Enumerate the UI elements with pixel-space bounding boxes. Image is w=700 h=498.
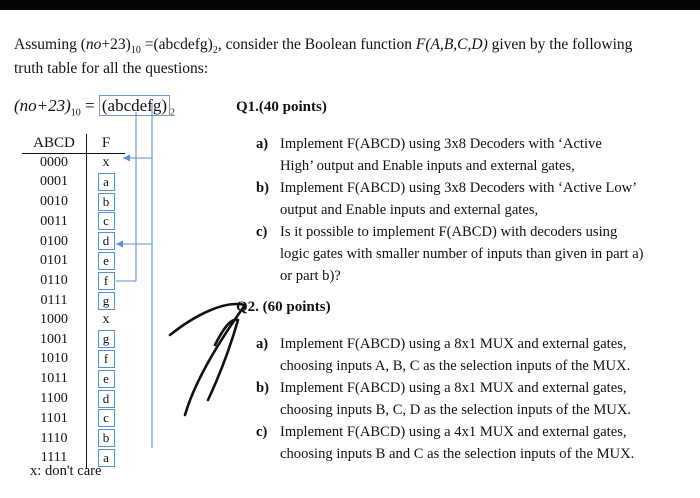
row-output: x	[102, 155, 110, 170]
q1-item-b-cont: output and Enable inputs and external gates,	[280, 202, 539, 218]
row-input: 1011	[22, 370, 87, 390]
intro-prefix: Assuming	[14, 36, 77, 53]
intro-no: no	[85, 36, 102, 53]
row-input: 1101	[22, 409, 87, 429]
q1-title: Q1.(40 points)	[236, 99, 327, 115]
intro-suffix: , consider the Boolean function	[217, 36, 412, 53]
q2-item-a-cont: choosing inputs A, B, C as the selection inputs of the MUX.	[280, 358, 631, 374]
row-input: 1110	[22, 429, 87, 449]
q2-items	[256, 333, 634, 465]
row-input: 0000	[22, 154, 87, 173]
row-output-boxed: d	[98, 232, 115, 250]
intro-plus23: +23	[101, 36, 126, 53]
row-output-boxed: f	[98, 272, 115, 290]
row-input: 0101	[22, 252, 87, 272]
row-input: 0001	[22, 173, 87, 193]
row-input: 1111	[22, 449, 87, 469]
equation-rhs-boxed: (abcdefg)	[99, 95, 170, 116]
row-output-boxed: d	[98, 390, 115, 408]
row-output-boxed: e	[98, 252, 115, 270]
row-input: 0011	[22, 212, 87, 232]
row-output-boxed: e	[98, 370, 115, 388]
q2-title: Q2. (60 points)	[236, 299, 331, 315]
row-output-boxed: b	[98, 193, 115, 211]
q1-item-c: c) Is it possible to implement F(ABCD) with decoders using	[256, 224, 618, 240]
row-output-boxed: a	[98, 449, 115, 467]
row-input: 1010	[22, 350, 87, 370]
row-input: 1001	[22, 330, 87, 350]
row-output-boxed: b	[98, 429, 115, 447]
q1-item-c-cont: logic gates with smaller number of inputs than given in part a)	[280, 246, 644, 262]
q1-item-a: a) Implement F(ABCD) using 3x8 Decoders with ‘Active	[256, 136, 602, 152]
q2-item-b: b) Implement F(ABCD) using a 8x1 MUX and external gates,	[256, 380, 627, 396]
intro-function: F(A,B,C,D)	[415, 36, 488, 53]
intro-rhs: (abcdefg)	[153, 36, 213, 53]
row-input: 0010	[22, 193, 87, 213]
intro-line-1: Assuming $(no+23)_{10}$ $=(abcdefg)_2$, consider the Boolean function F(A,B,C,D) given by the following	[14, 36, 633, 57]
row-input: 0100	[22, 232, 87, 252]
row-output-boxed: g	[98, 292, 115, 310]
row-output-boxed: f	[98, 350, 115, 368]
q2-item-a: a) Implement F(ABCD) using a 8x1 MUX and external gates,	[256, 336, 627, 352]
row-input: 1100	[22, 390, 87, 410]
row-output-boxed: g	[98, 330, 115, 348]
row-input: 0111	[22, 292, 87, 312]
row-output-boxed: a	[98, 173, 115, 191]
q2-item-c: c) Implement F(ABCD) using a 4x1 MUX and external gates,	[256, 424, 627, 440]
row-input: 1000	[22, 311, 87, 330]
q1-items	[256, 133, 644, 287]
intro-line-2: truth table for all the questions:	[14, 60, 209, 77]
q2-item-b-cont: choosing inputs B, C, D as the selection inputs of the MUX.	[280, 402, 632, 418]
row-output: x	[102, 312, 110, 328]
intro-base2: 2	[212, 45, 218, 57]
equation-left: (no+23)	[14, 96, 71, 115]
equation-base10: 10	[70, 107, 81, 119]
equation-base2: 2	[170, 107, 176, 119]
q2-item-c-cont: choosing inputs B and C as the selection inputs of the MUX.	[280, 446, 635, 462]
row-input: 0110	[22, 272, 87, 292]
q1-item-c-cont2: or part b)?	[280, 268, 341, 284]
row-output-boxed: c	[98, 409, 115, 427]
q1-item-a-cont: High’ output and Enable inputs and external gates,	[280, 158, 575, 174]
header-f: F	[87, 134, 126, 154]
header-abcd: ABCD	[22, 134, 87, 154]
dont-care-note: x: don't care	[30, 463, 102, 479]
row-output-boxed: c	[98, 212, 115, 230]
intro-end: given by the following	[491, 36, 633, 53]
q1-item-b: b) Implement F(ABCD) using 3x8 Decoders with ‘Active Low’	[256, 180, 638, 196]
intro-base10: 10	[130, 45, 141, 57]
equation-equals: =	[85, 96, 95, 115]
